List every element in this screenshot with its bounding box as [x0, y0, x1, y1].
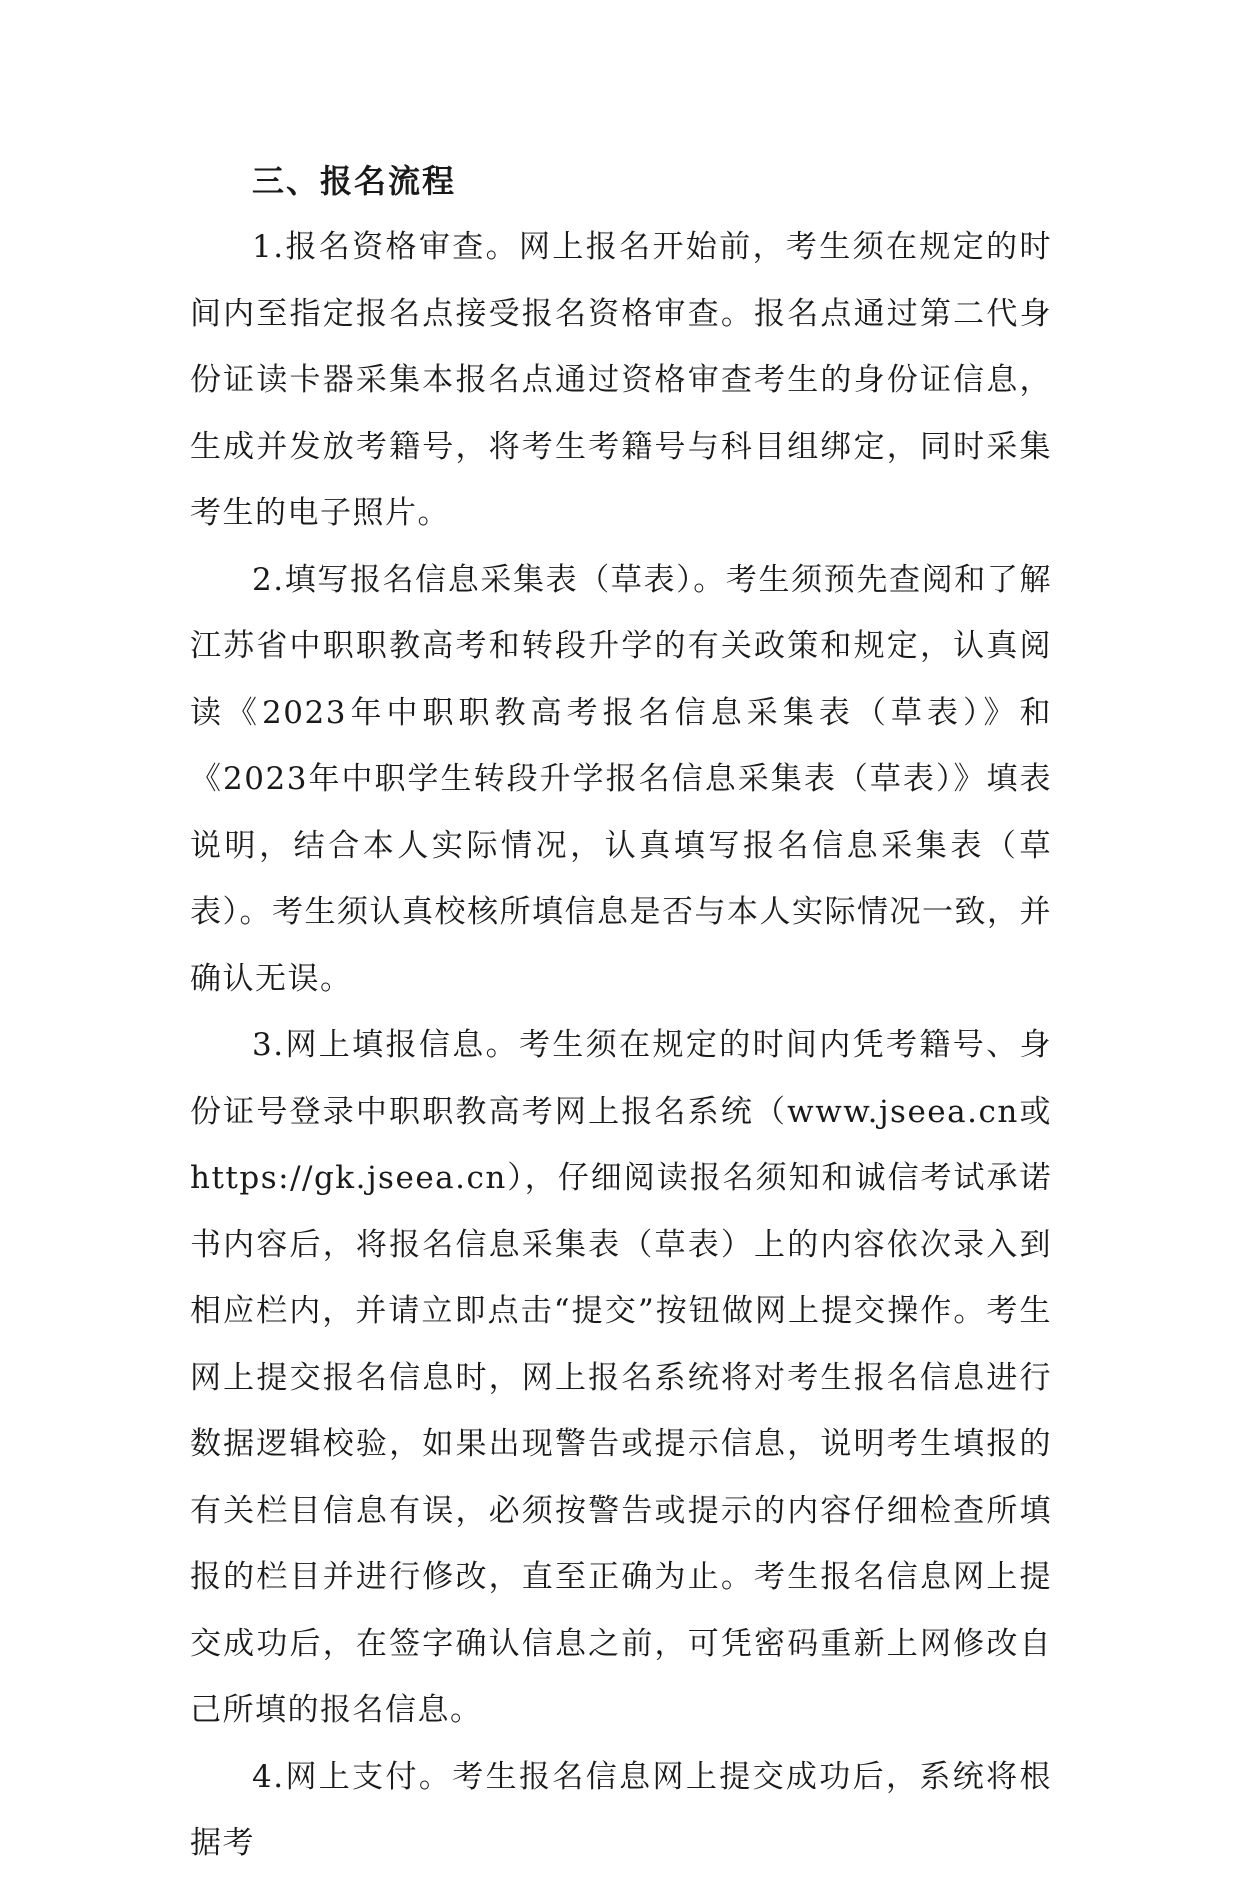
paragraph-registration-eligibility-review: 1.报名资格审查。网上报名开始前，考生须在规定的时间内至指定报名点接受报名资格审查。报名点通过第二代身份证读卡器采集本报名点通过资格审查考生的身份证信息，生成并发放考籍号，将考生考籍号与科目组绑定，同时采集考生的电子照片。 [190, 229, 1052, 531]
document-body [190, 148, 1052, 1877]
paragraph-online-submission: 3.网上填报信息。考生须在规定的时间内凭考籍号、身份证号登录中职职教高考网上报名系统（www.jseea.cn或https://gk.jseea.cn），仔细阅读报名须知和诚信考试承诺书内容后，将报名信息采集表（草表）上的内容依次录入到相应栏内，并请立即点击“提交”按钮做网上提交操作。考生网上提交报名信息时，网上报名系统将对考生报名信息进行数据逻辑校验，如果出现警告或提示信息，说明考生填报的有关栏目信息有误，必须按警告或提示的内容仔细检查所填报的栏目并进行修改，直至正确为止。考生报名信息网上提交成功后，在签字确认信息之前，可凭密码重新上网修改自己所填的报名信息。 [190, 1027, 1052, 1728]
section-heading: 三、报名流程 [252, 162, 457, 200]
paragraph-online-payment: 4.网上支付。考生报名信息网上提交成功后，系统将根据考 [190, 1758, 1052, 1861]
paragraph-fill-info-form: 2.填写报名信息采集表（草表）。考生须预先查阅和了解江苏省中职职教高考和转段升学的有关政策和规定，认真阅读《2023年中职职教高考报名信息采集表（草表）》和《2023年中职学生转段升学报名信息采集表（草表）》填表说明，结合本人实际情况，认真填写报名信息采集表（草表）。考生须认真校核所填信息是否与本人实际情况一致，并确认无误。 [190, 561, 1052, 997]
